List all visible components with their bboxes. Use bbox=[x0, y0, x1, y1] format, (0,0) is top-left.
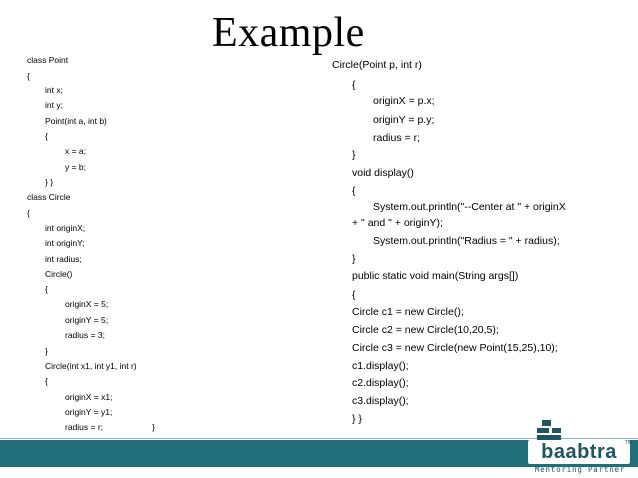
code-line: } bbox=[45, 346, 48, 356]
code-line: c2.display(); bbox=[352, 377, 409, 389]
code-line: Circle(Point p, int r) bbox=[332, 59, 422, 71]
code-line: void display() bbox=[352, 167, 414, 179]
code-line: } bbox=[152, 422, 155, 432]
code-line: originY = y1; bbox=[65, 407, 113, 417]
code-line: Circle() bbox=[45, 269, 73, 279]
code-line: int radius; bbox=[45, 254, 82, 264]
code-line: { bbox=[27, 208, 30, 218]
code-line: System.out.println("Radius = " + radius); bbox=[373, 235, 560, 247]
code-line: } bbox=[352, 253, 356, 265]
code-line: originX = x1; bbox=[65, 392, 113, 402]
code-line: Circle(int x1, int y1, int r) bbox=[45, 361, 137, 371]
slide-title: Example bbox=[212, 10, 365, 56]
code-line: radius = r; bbox=[65, 422, 104, 432]
code-line: originY = p.y; bbox=[373, 114, 435, 126]
code-line: Circle c1 = new Circle(); bbox=[352, 306, 464, 318]
code-line: c3.display(); bbox=[352, 395, 409, 407]
code-line: { bbox=[352, 289, 356, 301]
code-line: originY = 5; bbox=[65, 315, 109, 325]
trademark-mark: TM bbox=[624, 440, 632, 446]
code-line: int x; bbox=[45, 85, 63, 95]
code-line: c1.display(); bbox=[352, 360, 409, 372]
code-line: radius = 3; bbox=[65, 330, 105, 340]
code-line: Circle c3 = new Circle(new Point(15,25),10); bbox=[352, 342, 558, 354]
code-line: originX = 5; bbox=[65, 299, 109, 309]
code-line: } bbox=[352, 149, 356, 161]
code-line: class Point bbox=[27, 55, 69, 65]
code-line: y = b; bbox=[65, 162, 87, 172]
code-line: { bbox=[45, 131, 48, 141]
logo-wordmark: baabtra bbox=[528, 440, 630, 464]
code-line: int originX; bbox=[45, 223, 86, 233]
code-line: radius = r; bbox=[373, 132, 420, 144]
code-line: int y; bbox=[45, 100, 63, 110]
code-line: } } bbox=[45, 177, 54, 187]
code-line: { bbox=[352, 79, 356, 91]
code-line: { bbox=[45, 376, 48, 386]
code-line: Point(int a, int b) bbox=[45, 116, 107, 126]
code-line: + " and " + originY); bbox=[352, 217, 443, 229]
logo-tagline: Mentoring Partner bbox=[534, 465, 626, 474]
code-line: { bbox=[45, 284, 48, 294]
code-line: x = a; bbox=[65, 146, 87, 156]
code-line: { bbox=[352, 185, 356, 197]
code-line: System.out.println("--Center at " + originX bbox=[373, 201, 566, 213]
code-line: class Circle bbox=[27, 192, 71, 202]
code-line: Circle c2 = new Circle(10,20,5); bbox=[352, 324, 499, 336]
code-line: public static void main(String args[]) bbox=[352, 270, 519, 282]
baabtra-logo bbox=[526, 418, 634, 476]
code-line: } } bbox=[352, 413, 362, 425]
code-line: { bbox=[27, 71, 30, 81]
code-line: int originY; bbox=[45, 238, 85, 248]
code-line: originX = p.x; bbox=[373, 95, 435, 107]
